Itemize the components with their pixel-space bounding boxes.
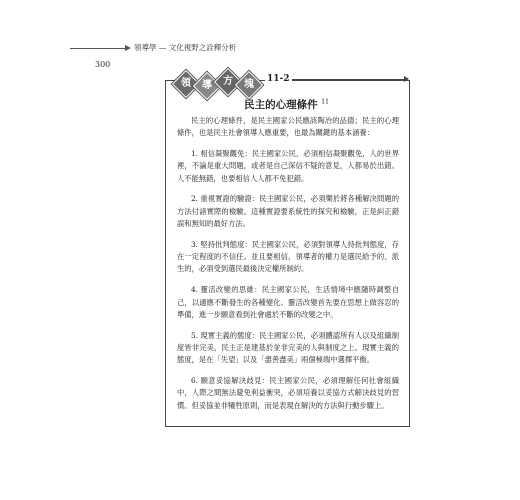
running-title: 領導學 — 文化視野之詮釋分析 [134, 43, 237, 52]
badge-char: 導 [202, 80, 212, 91]
page-number: 300 [95, 60, 111, 69]
badge-char: 塊 [244, 79, 254, 90]
list-paragraph: 4. 靈活改變的思維：民主國家公民，生活情境中應隨時調整自己，以適應不斷發生的各種變化。靈活改變首先要在思想上做容忍的準備，進一步願意看到社會處於不斷的改變之中。 [177, 285, 399, 319]
list-paragraph: 1. 相信凝聚觀免：民主國家公民，必須相信凝聚觀免，人的世界裡，不論是重大問題，或者是自己深信不疑的意見，人都易於出錯。人不能無錯，也要相信人人都不免犯錯。 [177, 149, 399, 183]
intro-paragraph: 民主的心理條件，是民主國家公民應該陶冶的品德；民主的心理條件，也是民主社會領導人應重要，也最為關鍵的基本涵養： [177, 116, 399, 138]
section-body [177, 115, 399, 420]
section-title [165, 97, 408, 112]
footnote-marker: 11 [321, 98, 329, 106]
section-title-text: 民主的心理條件 [244, 99, 318, 111]
running-header [70, 42, 500, 54]
list-paragraph: 5. 現實主義的態度：民主國家公民，必須體認所有人以及組織制度皆非完美，民主正是建基於並非完美的人與制度之上。現實主義的態度，是在「失望」以及「盡善盡美」兩個極端中選擇平衡。 [177, 330, 399, 365]
list-paragraph: 6. 願意妥協解決歧見：民主國家公民，必須理解任何社會組織中，人際之間無法避免利益衝突，必須培養以妥協方式解決歧見的習慣。但妥協並非犧牲原則，而是表現在解決的方法與行動步驟上。 [177, 376, 399, 410]
list-paragraph: 2. 重視實證的驗證：民主國家公民，必須樂於將各種解決問題的方法付諸實際的檢驗。這種實證要系統性的探究和檢驗，正是糾正錯誤和無知的最好方法。 [177, 194, 399, 229]
badge-char: 方 [223, 76, 233, 87]
section-arrow-icon [404, 76, 409, 82]
section-badge [172, 70, 260, 94]
section-number: 11-2 [267, 74, 290, 84]
header-rule [70, 48, 125, 49]
section-rule [286, 79, 404, 80]
header-arrow-icon [125, 45, 131, 51]
badge-char: 領 [181, 78, 191, 89]
list-paragraph: 3. 堅持批判態度：民主國家公民，必須對領導人持批判態度，存在一定程度的不信任。並且要相信，領導者的權力是選民給予的、派生的，必須受到選民最後決定權所制約。 [177, 239, 399, 274]
